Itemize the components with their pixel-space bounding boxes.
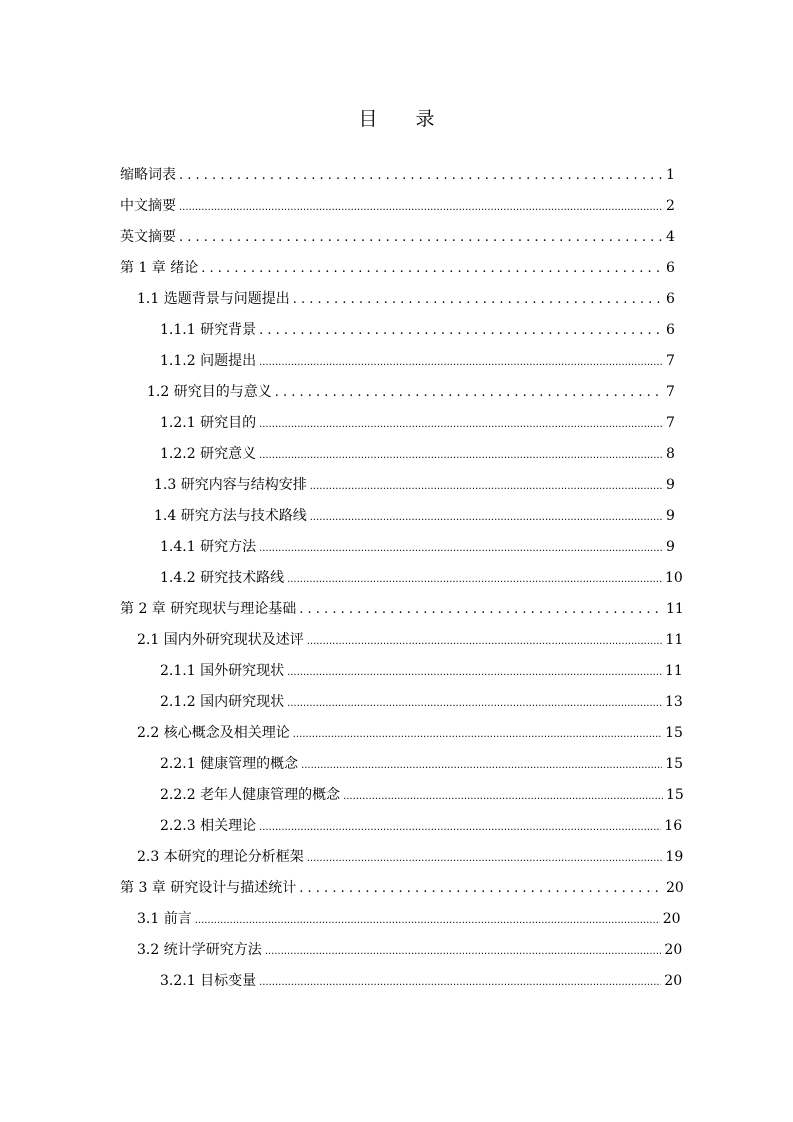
toc-entry-label: 2.2 核心概念及相关理论 — [137, 725, 290, 741]
toc-entry-label: 3.2.1 目标变量 — [160, 973, 257, 989]
toc-dot-leader — [259, 532, 663, 564]
toc-entry-page-number: 15 — [665, 725, 683, 741]
toc-entry-page-number: 11 — [665, 632, 684, 648]
toc-entry-label: 1.4 研究方法与技术路线 — [154, 508, 307, 524]
toc-entry-page-number: 9 — [666, 508, 675, 524]
toc-entry[interactable] — [120, 718, 683, 749]
toc-entry[interactable] — [120, 749, 684, 780]
toc-dot-leader — [259, 966, 661, 998]
toc-entry-label: 中文摘要 — [120, 198, 176, 214]
toc-entry-label: 1.2.1 研究目的 — [160, 415, 257, 431]
toc-dot-leader — [195, 904, 660, 936]
toc-entry-label: 第 2 章 研究现状与理论基础 — [120, 601, 297, 617]
toc-entry-page-number: 6 — [666, 322, 675, 338]
toc-entry-page-number: 7 — [666, 415, 675, 431]
toc-entry[interactable] — [120, 594, 684, 625]
toc-entry[interactable] — [120, 935, 683, 966]
toc-dot-leader — [287, 687, 662, 719]
toc-entry[interactable] — [120, 377, 674, 408]
toc-entry[interactable] — [120, 873, 684, 904]
toc-entry-label: 英文摘要 — [120, 229, 176, 245]
toc-entry-label: 1.1.1 研究背景 — [160, 322, 257, 338]
toc-entry-label: 2.1.1 国外研究现状 — [160, 663, 285, 679]
toc-dot-leader — [259, 315, 663, 346]
toc-entry-label: 1.4.2 研究技术路线 — [160, 570, 285, 586]
toc-entry[interactable] — [120, 656, 683, 687]
toc-entry-page-number: 1 — [666, 167, 675, 183]
toc-entry[interactable] — [120, 315, 674, 346]
toc-entry[interactable] — [120, 191, 674, 222]
toc-entry[interactable] — [120, 532, 674, 563]
toc-entry[interactable] — [120, 811, 683, 842]
toc-entry[interactable] — [120, 563, 683, 594]
toc-dot-leader — [310, 470, 663, 502]
toc-entry-page-number: 9 — [666, 477, 675, 493]
table-of-contents — [120, 160, 684, 997]
toc-entry[interactable] — [120, 284, 674, 315]
toc-entry[interactable] — [120, 842, 684, 873]
toc-dot-leader — [259, 811, 661, 843]
toc-entry-page-number: 15 — [666, 787, 684, 803]
toc-entry[interactable] — [120, 408, 674, 439]
toc-dot-leader — [287, 563, 662, 595]
toc-entry-page-number: 10 — [664, 570, 683, 586]
toc-title-char-2: 录 — [415, 108, 435, 130]
toc-entry-page-number: 6 — [666, 291, 675, 307]
toc-entry-page-number: 20 — [664, 942, 683, 958]
toc-dot-leader — [301, 749, 662, 781]
toc-entry[interactable] — [120, 687, 683, 718]
toc-dot-leader — [275, 377, 663, 408]
toc-entry-label: 2.3 本研究的理论分析框架 — [137, 849, 304, 865]
toc-entry-label: 1.1 选题背景与问题提出 — [137, 291, 290, 307]
toc-entry[interactable] — [120, 780, 684, 811]
toc-dot-leader — [259, 439, 663, 471]
toc-entry-page-number: 2 — [666, 198, 675, 214]
toc-entry-page-number: 7 — [666, 353, 675, 369]
toc-entry-page-number: 20 — [666, 880, 684, 896]
toc-entry-label: 2.2.1 健康管理的概念 — [160, 756, 299, 772]
toc-entry-label: 2.2.2 老年人健康管理的概念 — [160, 787, 341, 803]
toc-entry[interactable] — [120, 439, 674, 470]
toc-entry[interactable] — [120, 501, 674, 532]
toc-entry-page-number: 20 — [664, 973, 683, 989]
toc-entry-label: 缩略词表 — [120, 167, 176, 183]
toc-entry-page-number: 13 — [664, 694, 683, 710]
toc-entry-page-number: 20 — [662, 911, 681, 927]
toc-dot-leader — [307, 625, 663, 657]
toc-entry[interactable] — [120, 625, 684, 656]
toc-entry-page-number: 11 — [666, 601, 684, 617]
toc-entry-label: 1.3 研究内容与结构安排 — [154, 477, 307, 493]
toc-entry-label: 第 3 章 研究设计与描述统计 — [120, 880, 297, 896]
toc-dot-leader — [293, 284, 663, 315]
toc-entry-page-number: 6 — [666, 260, 675, 276]
toc-dot-leader — [307, 842, 663, 874]
toc-entry-page-number: 4 — [666, 229, 675, 245]
toc-entry-page-number: 8 — [666, 446, 675, 462]
toc-dot-leader — [310, 501, 663, 533]
toc-entry[interactable] — [120, 966, 683, 997]
toc-dot-leader — [179, 222, 663, 253]
toc-dot-leader — [299, 594, 663, 625]
toc-title-char-1: 目 — [358, 108, 378, 130]
toc-entry-page-number: 9 — [666, 539, 675, 555]
toc-entry-label: 2.1 国内外研究现状及述评 — [137, 632, 304, 648]
toc-entry-page-number: 15 — [665, 756, 684, 772]
toc-entry[interactable] — [120, 222, 674, 253]
toc-entry-label: 1.2 研究目的与意义 — [147, 384, 272, 400]
toc-dot-leader — [259, 408, 663, 440]
toc-dot-leader — [293, 718, 662, 750]
toc-entry[interactable] — [120, 253, 674, 284]
toc-dot-leader — [265, 935, 662, 967]
toc-entry[interactable] — [120, 346, 674, 377]
toc-entry[interactable] — [120, 470, 674, 501]
toc-dot-leader — [299, 873, 663, 904]
toc-entry-label: 3.2 统计学研究方法 — [137, 942, 262, 958]
toc-dot-leader — [179, 160, 663, 191]
toc-dot-leader — [287, 656, 662, 688]
toc-entry-label: 3.1 前言 — [137, 911, 192, 927]
toc-entry-label: 1.4.1 研究方法 — [160, 539, 257, 555]
toc-entry[interactable] — [120, 904, 681, 935]
toc-entry-label: 2.1.2 国内研究现状 — [160, 694, 285, 710]
toc-entry-page-number: 19 — [665, 849, 684, 865]
toc-dot-leader — [343, 780, 663, 812]
toc-entry-page-number: 11 — [664, 663, 683, 679]
toc-entry-page-number: 16 — [664, 818, 683, 834]
toc-dot-leader — [179, 191, 663, 223]
toc-entry-label: 1.2.2 研究意义 — [160, 446, 257, 462]
toc-entry-page-number: 7 — [666, 384, 675, 400]
toc-entry-label: 第 1 章 绪论 — [120, 260, 199, 276]
toc-entry-label: 2.2.3 相关理论 — [160, 818, 257, 834]
toc-dot-leader — [201, 253, 663, 284]
toc-dot-leader — [259, 346, 663, 378]
toc-entry-label: 1.1.2 问题提出 — [160, 353, 257, 369]
toc-entry[interactable] — [120, 160, 674, 191]
toc-title — [0, 104, 793, 131]
